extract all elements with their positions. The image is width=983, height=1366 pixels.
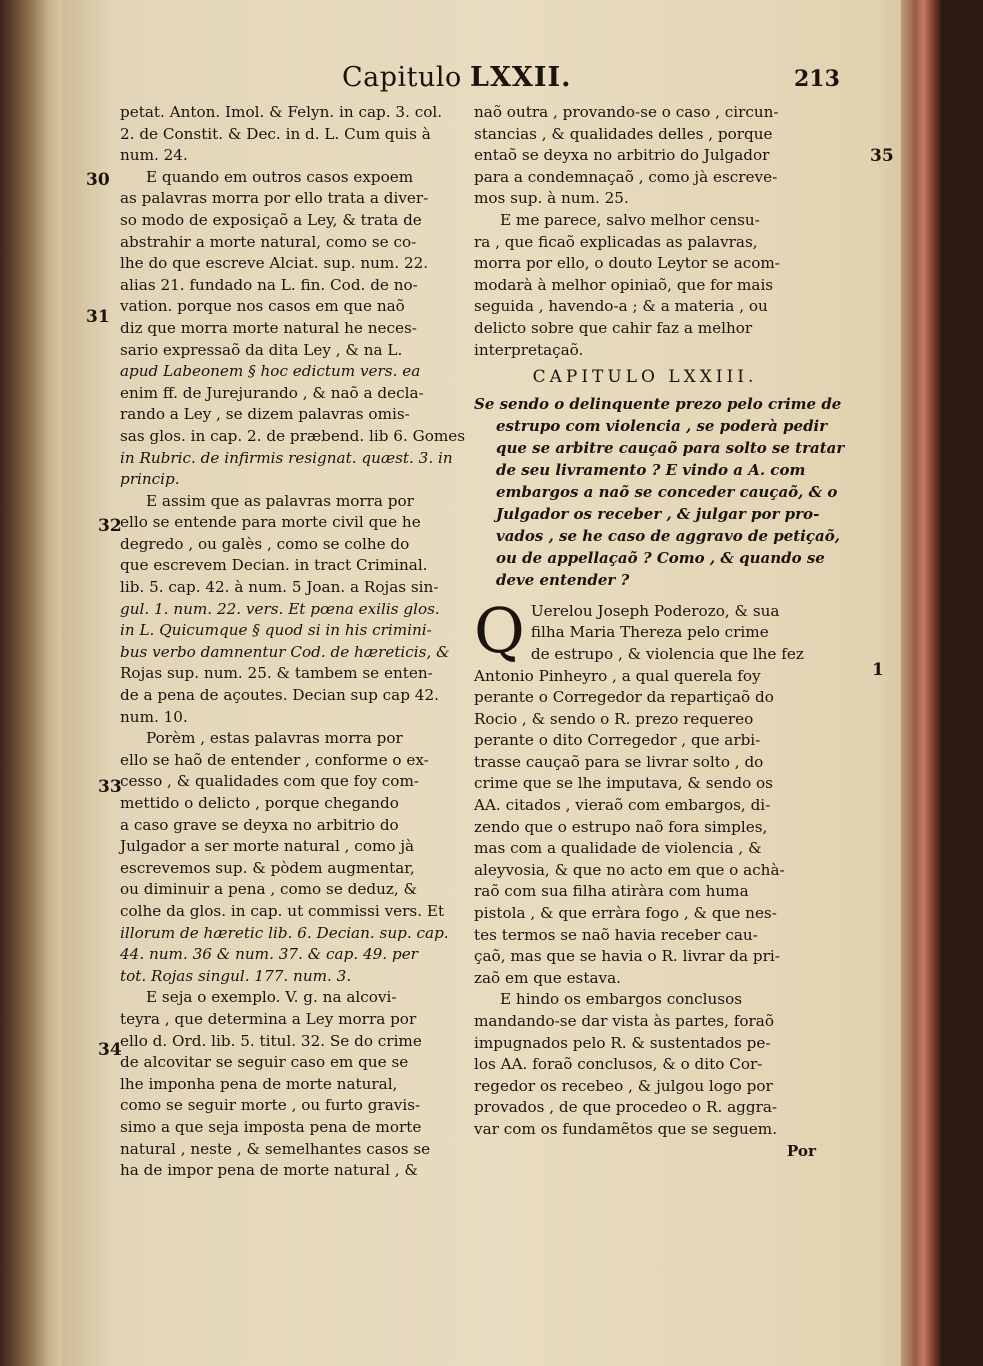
- text-line: çaõ, mas que se havia o R. livrar da pri-: [474, 947, 780, 966]
- text-line: degredo , ou galès , como se colhe do: [120, 534, 410, 553]
- text-line: alias 21. fundado na L. fin. Cod. de no-: [120, 275, 418, 294]
- text-line: lib. 5. cap. 42. à num. 5 Joan. a Rojas sin-: [120, 578, 439, 597]
- text-line: sario expressaõ da dita Ley , & na L.: [120, 340, 403, 359]
- text-line: mos sup. à num. 25.: [474, 189, 629, 208]
- text-line: princip.: [120, 470, 180, 489]
- catchword: Por: [786, 1141, 816, 1160]
- text-line: var com os fundamẽtos que se seguem.: [474, 1119, 778, 1138]
- summary-line: que se arbitre cauçaõ para solto se tratar: [496, 438, 845, 457]
- text-line: a caso grave se deyxa no arbitrio do: [120, 815, 399, 834]
- text-line: lhe do que escreve Alciat. sup. num. 22.: [120, 254, 429, 273]
- right-column: [474, 102, 845, 1162]
- text-line: delicto sobre que cahir faz a melhor: [474, 318, 753, 337]
- summary-line: Se sendo o delinquente prezo pelo crime de: [474, 394, 842, 413]
- text-line: ello d. Ord. lib. 5. titul. 32. Se do crime: [120, 1031, 422, 1050]
- text-line: como se seguir morte , ou furto gravis-: [120, 1096, 421, 1115]
- running-head-chapter-number: LXXII.: [470, 62, 572, 93]
- text-line: sas glos. in cap. 2. de præbend. lib 6. Gomes: [120, 426, 466, 445]
- text-line: abstrahir a morte natural, como se co-: [120, 232, 417, 251]
- text-line: Antonio Pinheyro , a qual querela foy: [474, 666, 761, 685]
- margin-number: 32: [98, 516, 122, 536]
- summary-line: de seu livramento ? E vindo a A. com: [496, 460, 806, 479]
- book-page: [62, 0, 942, 1366]
- text-line: raõ com sua filha atiràra com huma: [474, 882, 749, 901]
- margin-number: 34: [98, 1040, 122, 1060]
- text-line: num. 24.: [120, 146, 188, 165]
- text-line: rando a Ley , se dizem palavras omis-: [120, 405, 410, 424]
- margin-number: 35: [870, 146, 894, 166]
- text-line: de alcovitar se seguir caso em que se: [120, 1053, 409, 1072]
- text-line: enim ff. de Jurejurando , & naõ a decla-: [120, 383, 424, 402]
- text-line: Julgador a ser morte natural , como jà: [120, 837, 415, 856]
- text-line: simo a que seja imposta pena de morte: [120, 1117, 422, 1136]
- text-line: colhe da glos. in cap. ut commissi vers. Et: [120, 901, 445, 920]
- text-line: Uerelou Joseph Poderozo, & sua: [530, 601, 780, 620]
- text-line: ello se entende para morte civil que he: [120, 513, 421, 532]
- text-line: naõ outra , provando-se o caso , circun-: [474, 103, 779, 121]
- text-line: seguida , havendo-a ; & a materia , ou: [474, 297, 768, 316]
- text-line: as palavras morra por ello trata a diver-: [120, 189, 429, 208]
- text-line: los AA. foraõ conclusos, & o dito Cor-: [474, 1055, 763, 1074]
- text-line: so modo de exposiçaõ a Ley, & trata de: [120, 210, 422, 229]
- text-line: mettido o delicto , porque chegando: [120, 794, 399, 812]
- text-line: ou diminuir a pena , como se deduz, &: [120, 880, 418, 899]
- text-line: in Rubric. de infirmis resignat. quæst. 3. in: [120, 448, 453, 467]
- text-line: entaõ se deyxa no arbitrio do Julgador: [474, 146, 770, 165]
- text-line: de estrupo , & violencia que lhe fez: [530, 644, 804, 663]
- text-line: que escrevem Decian. in tract Criminal.: [120, 556, 428, 575]
- drop-cap: Q: [474, 593, 525, 667]
- page-edge: [901, 0, 942, 1366]
- text-line: provados , de que procedeo o R. aggra-: [474, 1098, 778, 1117]
- text-line: E hindo os embargos conclusos: [500, 990, 743, 1009]
- text-line: filha Maria Thereza pelo crime: [530, 623, 769, 642]
- book-gutter: [0, 0, 62, 1366]
- running-head-chapter-word: Capitulo: [342, 62, 462, 93]
- text-line: illorum de hæretic lib. 6. Decian. sup. cap.: [120, 923, 449, 942]
- summary-line: vados , se he caso de aggravo de petiçaõ,: [496, 526, 840, 545]
- text-line: morra por ello, o douto Leytor se acom-: [474, 254, 780, 273]
- text-line: tot. Rojas singul. 177. num. 3.: [120, 966, 352, 985]
- text-line: E me parece, salvo melhor censu-: [500, 210, 760, 229]
- summary-line: estrupo com violencia , se poderà pedir: [496, 416, 828, 435]
- text-line: diz que morra morte natural he neces-: [120, 318, 417, 337]
- text-line: trasse cauçaõ para se livrar solto , do: [474, 752, 764, 771]
- text-line: aleyvosia, & que no acto em que o achà-: [474, 860, 785, 879]
- text-line: interpretaçaõ.: [474, 340, 584, 359]
- text-line: in L. Quicumque § quod si in his crimini-: [120, 621, 432, 640]
- left-column: [120, 102, 466, 1182]
- text-line: petat. Anton. Imol. & Felyn. in cap. 3. col.: [120, 103, 443, 121]
- text-line: crime que se lhe imputava, & sendo os: [474, 774, 773, 793]
- summary-line: ou de appellaçaõ ? Como , & quando se: [496, 548, 825, 567]
- text-line: ello se haõ de entender , conforme o ex-: [120, 750, 429, 769]
- text-line: Porèm , estas palavras morra por: [146, 729, 403, 748]
- text-line: zendo que o estrupo naõ fora simples,: [474, 817, 768, 836]
- margin-number: 30: [86, 170, 110, 190]
- text-line: natural , neste , & semelhantes casos se: [120, 1139, 431, 1158]
- text-line: perante o dito Corregedor , que arbi-: [474, 731, 761, 750]
- chapter-heading: CAPITULO LXXIII.: [532, 367, 758, 388]
- text-line: regedor os recebeo , & julgou logo por: [474, 1076, 773, 1095]
- text-line: num. 10.: [120, 707, 188, 726]
- text-line: E quando em outros casos expoem: [146, 167, 414, 186]
- margin-number: 33: [98, 777, 122, 797]
- text-line: de a pena de açoutes. Decian sup cap 42.: [120, 686, 439, 705]
- text-line: perante o Corregedor da repartiçaõ do: [474, 688, 774, 707]
- text-line: stancias , & qualidades delles , porque: [474, 124, 773, 143]
- summary-line: deve entender ?: [496, 570, 630, 589]
- text-line: teyra , que determina a Ley morra por: [120, 1009, 417, 1028]
- margin-number: 1: [872, 660, 884, 680]
- page-number: 213: [794, 66, 840, 92]
- text-line: 44. num. 36 & num. 37. & cap. 49. per: [120, 945, 418, 964]
- text-line: AA. citados , vieraõ com embargos, di-: [474, 796, 771, 815]
- summary-line: embargos a naõ se conceder cauçaõ, & o: [496, 482, 838, 501]
- text-line: ra , que ficaõ explicadas as palavras,: [474, 232, 758, 251]
- text-line: vation. porque nos casos em que naõ: [120, 297, 405, 316]
- chapter-body: [474, 593, 816, 1162]
- summary-line: Julgador os receber , & julgar por pro-: [496, 504, 820, 523]
- text-line: modarà à melhor opiniaõ, que for mais: [474, 275, 774, 294]
- text-line: zaõ em que estava.: [474, 968, 621, 987]
- text-line: escrevemos sup. & pòdem augmentar,: [120, 858, 415, 877]
- text-line: cesso , & qualidades com que foy com-: [120, 772, 419, 791]
- margin-number: 31: [86, 307, 110, 327]
- text-line: E seja o exemplo. V. g. na alcovi-: [146, 988, 397, 1007]
- text-line: 2. de Constit. & Dec. in d. L. Cum quis à: [120, 124, 431, 143]
- text-line: ha de impor pena de morte natural , &: [120, 1161, 418, 1180]
- chapter-summary: [474, 393, 845, 591]
- text-line: impugnados pelo R. & sustentados pe-: [474, 1033, 771, 1052]
- text-line: E assim que as palavras morra por: [146, 491, 414, 510]
- running-head: [342, 62, 922, 102]
- text-line: bus verbo damnentur Cod. de hæreticis, &: [120, 642, 450, 661]
- text-line: lhe imponha pena de morte natural,: [120, 1074, 398, 1093]
- text-line: gul. 1. num. 22. vers. Et pœna exilis glos.: [120, 599, 440, 618]
- text-line: tes termos se naõ havia receber cau-: [474, 925, 758, 944]
- text-line: para a condemnaçaõ , como jà escreve-: [474, 167, 778, 186]
- text-line: apud Labeonem § hoc edictum vers. ea: [120, 362, 421, 381]
- text-line: mandando-se dar vista às partes, foraõ: [474, 1012, 774, 1030]
- text-line: pistola , & que erràra fogo , & que nes-: [474, 904, 777, 923]
- text-line: mas com a qualidade de violencia , &: [474, 839, 762, 858]
- text-line: Rojas sup. num. 25. & tambem se enten-: [120, 664, 433, 683]
- text-line: Rocio , & sendo o R. prezo requereo: [474, 709, 754, 728]
